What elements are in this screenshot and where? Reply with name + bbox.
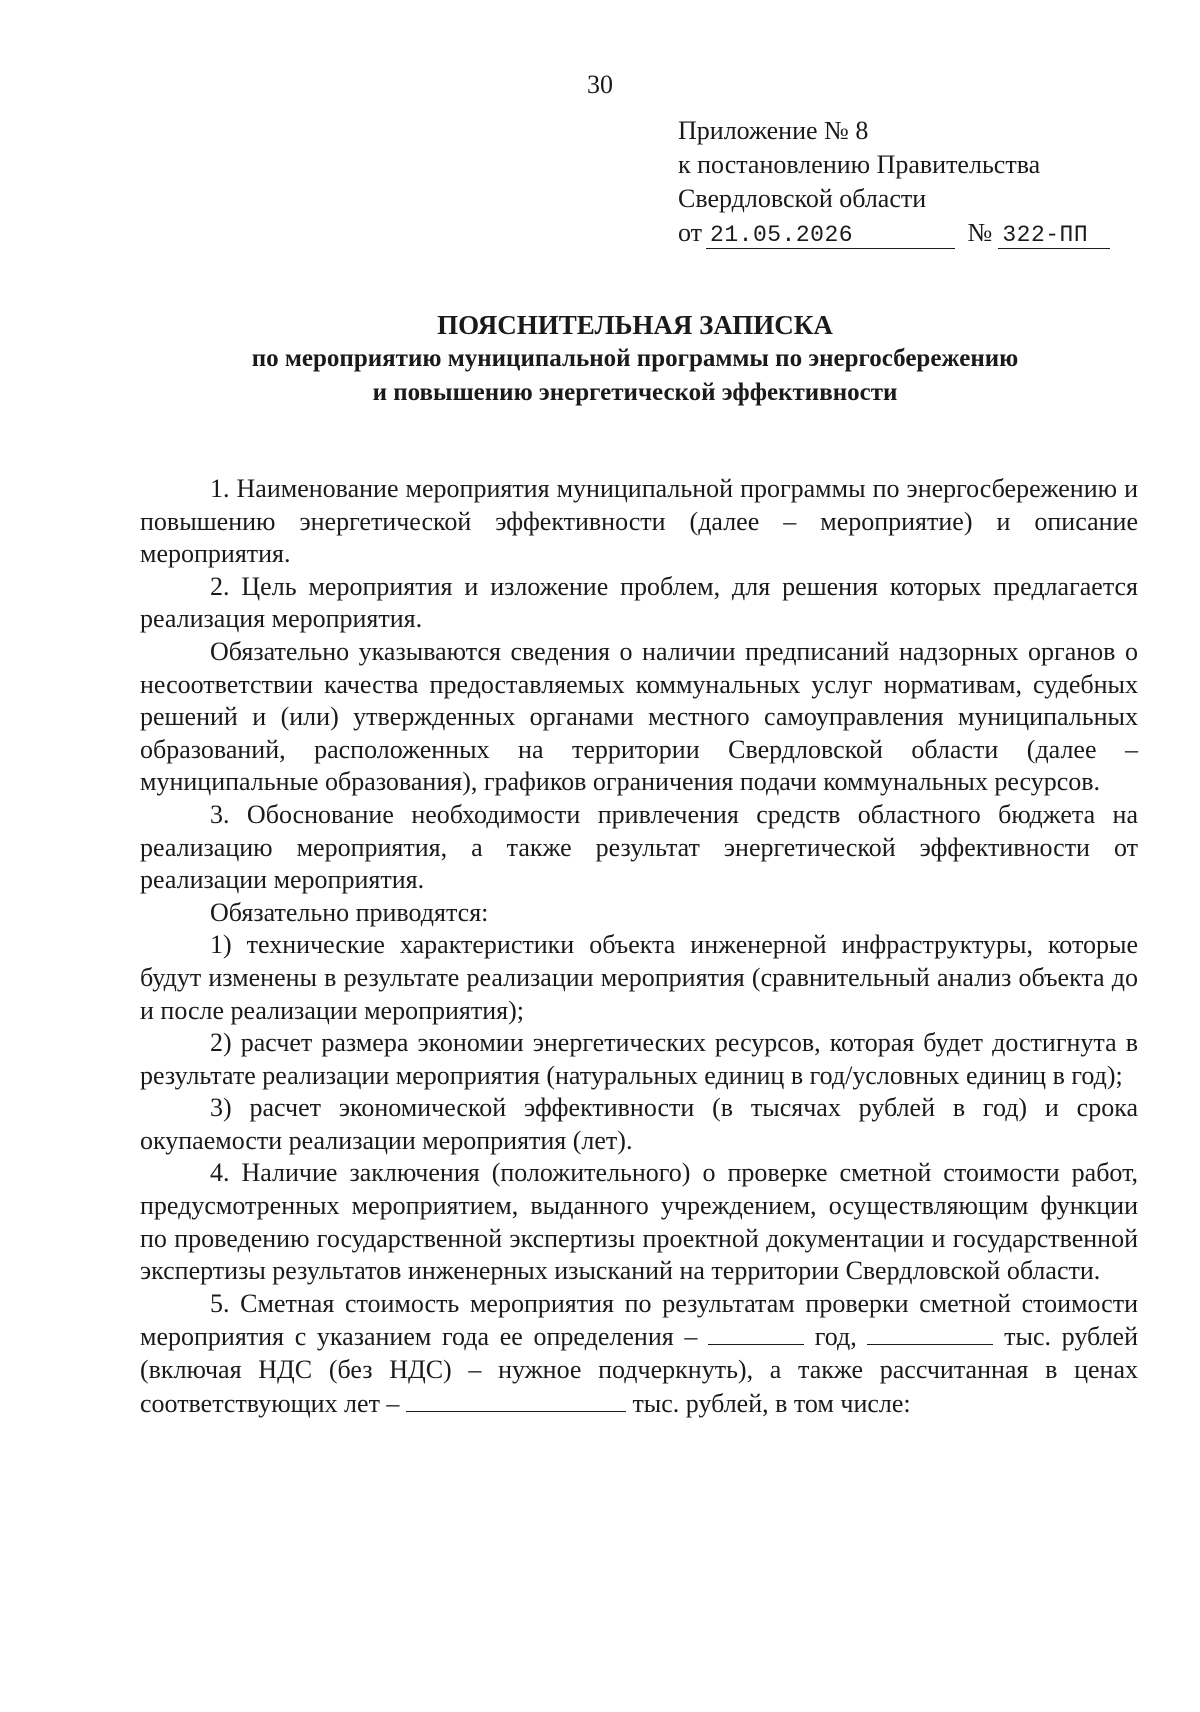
paragraph-7: 2) расчет размера экономии энергетических ресурсов, которая будет достигнута в результате реализации мероприятия (натуральных единиц в год/условных единиц в год); (140, 1028, 1138, 1090)
title-heading: ПОЯСНИТЕЛЬНАЯ ЗАПИСКА (437, 310, 833, 340)
date-label: от (678, 218, 703, 247)
resolution-number: 322-ПП (998, 222, 1110, 249)
blank-sum-years-field (406, 1387, 626, 1412)
paragraph-10-part-2: год, (814, 1322, 857, 1352)
resolution-reference: к постановлению Правительства (678, 150, 1041, 179)
paragraph-10-part-3: тыс. рублей (включая НДС (без НДС) – нужное подчеркнуть), а также рассчитанная в ценах соответствующих лет – (140, 1322, 1139, 1418)
appendix-number: Приложение № 8 (678, 116, 869, 145)
resolution-date-number (678, 216, 1158, 250)
paragraph-9: 4. Наличие заключения (положительного) о проверке сметной стоимости работ, предусмотренных мероприятием, выданного учреждением, осуществляющим функции по проведению государственной экспертизы проектной документации и государственной экспертизы результатов инженерных изысканий на территории Свердловской области. (140, 1158, 1138, 1286)
paragraph-10 (140, 1288, 1138, 1420)
resolution-date: 21.05.2026 (706, 222, 955, 249)
paragraph-5: Обязательно приводятся: (210, 897, 489, 927)
approval-stamp (678, 114, 1158, 250)
blank-year-field (708, 1320, 804, 1345)
paragraph-3: Обязательно указываются сведения о наличии предписаний надзорных органов о несоответствии качества предоставляемых коммунальных услуг нормативам, судебных решений и (или) утвержденных органами местного самоуправления муниципальных образований, расположенных на территории Свердловской области (далее – муниципальные образования), графиков ограничения подачи коммунальных ресурсов. (140, 636, 1138, 797)
paragraph-10-part-4: тыс. рублей, в том числе: (632, 1388, 911, 1418)
title-subtitle-line-2: и повышению энергетической эффективности (372, 379, 898, 406)
paragraph-4: 3. Обоснование необходимости привлечения средств областного бюджета на реализацию мероприятия, а также результат энергетической эффективности от реализации мероприятия. (140, 799, 1138, 895)
paragraph-6: 1) технические характеристики объекта инженерной инфраструктуры, которые будут изменены в результате реализации мероприятия (сравнительный анализ объекта до и после реализации мероприятия); (140, 930, 1138, 1025)
paragraph-2: 2. Цель мероприятия и изложение проблем, для решения которых предлагается реализация мероприятия. (140, 571, 1138, 634)
number-label: № (967, 218, 993, 247)
region-name: Свердловской области (678, 184, 927, 213)
document-title (0, 308, 1200, 410)
paragraph-8: 3) расчет экономической эффективности (в тысячах рублей в год) и срока окупаемости реализации мероприятия (лет). (140, 1093, 1138, 1155)
document-body (140, 473, 1138, 1420)
paragraph-10-part-1: 5. Сметная стоимость мероприятия по результатам проверки сметной стоимости мероприятия с указанием года ее определения – (140, 1288, 1138, 1352)
title-subtitle-line-1: по мероприятию муниципальной программы по энергосбережению (251, 345, 1019, 372)
paragraph-1: 1. Наименование мероприятия муниципальной программы по энергосбережению и повышению энергетической эффективности (далее – мероприятие) и описание мероприятия. (140, 474, 1138, 569)
page-number: 30 (587, 70, 613, 99)
blank-sum-field (867, 1320, 993, 1345)
